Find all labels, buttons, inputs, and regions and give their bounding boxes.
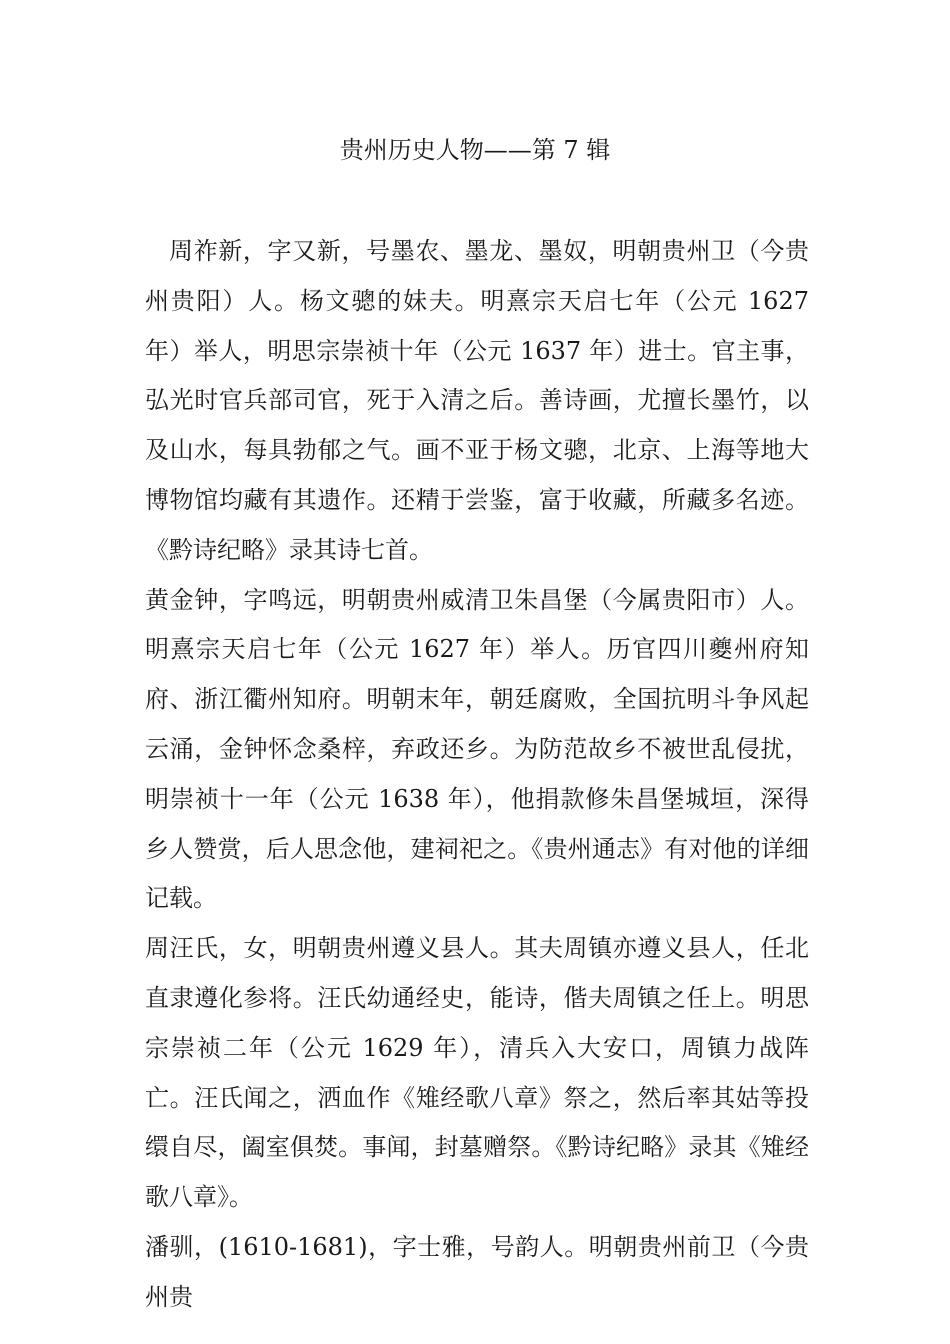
paragraph-zhou-zuoxin: 周祚新，字又新，号墨农、墨龙、墨奴，明朝贵州卫（今贵州贵阳）人。杨文骢的妹夫。明熹宗天启七年（公元 1627 年）举人，明思宗崇祯十年（公元 1637 年）进士。官主事，弘光时官兵部司官，死于入清之后。善诗画，尤擅长墨竹，以及山水，每具勃郁之气。画不亚于杨文骢，北京、上海等地大博物馆均藏有其遗作。还精于尝鉴，富于收藏，所藏多名迹。《黔诗纪略》录其诗七首。 <box>145 237 809 564</box>
paragraph-pan-xun: 潘驯，(1610-1681)，字士雅，号韵人。明朝贵州前卫（今贵州贵 <box>145 1232 809 1311</box>
paragraph-zhou-wangshi: 周汪氏，女，明朝贵州遵义县人。其夫周镇亦遵义县人，任北直隶遵化参将。汪氏幼通经史，能诗，偕夫周镇之任上。明思宗崇祯二年（公元 1629 年），清兵入大安口，周镇力战阵亡。汪氏闻之，洒血作《雉经歌八章》祭之，然后率其姑等投缳自尽，阖室俱焚。事闻，封墓赠祭。《黔诗纪略》录其《雉经歌八章》。 <box>145 934 809 1212</box>
document-title: 贵州历史人物——第 7 辑 <box>339 136 611 164</box>
document-body <box>145 227 809 1323</box>
paragraph-huang-jinzhong: 黄金钟，字鸣远，明朝贵州威清卫朱昌堡（今属贵阳市）人。明熹宗天启七年（公元 1627 年）举人。历官四川夔州府知府、浙江衢州知府。明朝末年，朝廷腐败，全国抗明斗争风起云涌，金钟怀念桑梓，弃政还乡。为防范故乡不被世乱侵扰，明崇祯十一年（公元 1638 年），他捐款修朱昌堡城垣，深得乡人赞赏，后人思念他，建祠祀之。《贵州通志》有对他的详细记载。 <box>145 585 809 913</box>
